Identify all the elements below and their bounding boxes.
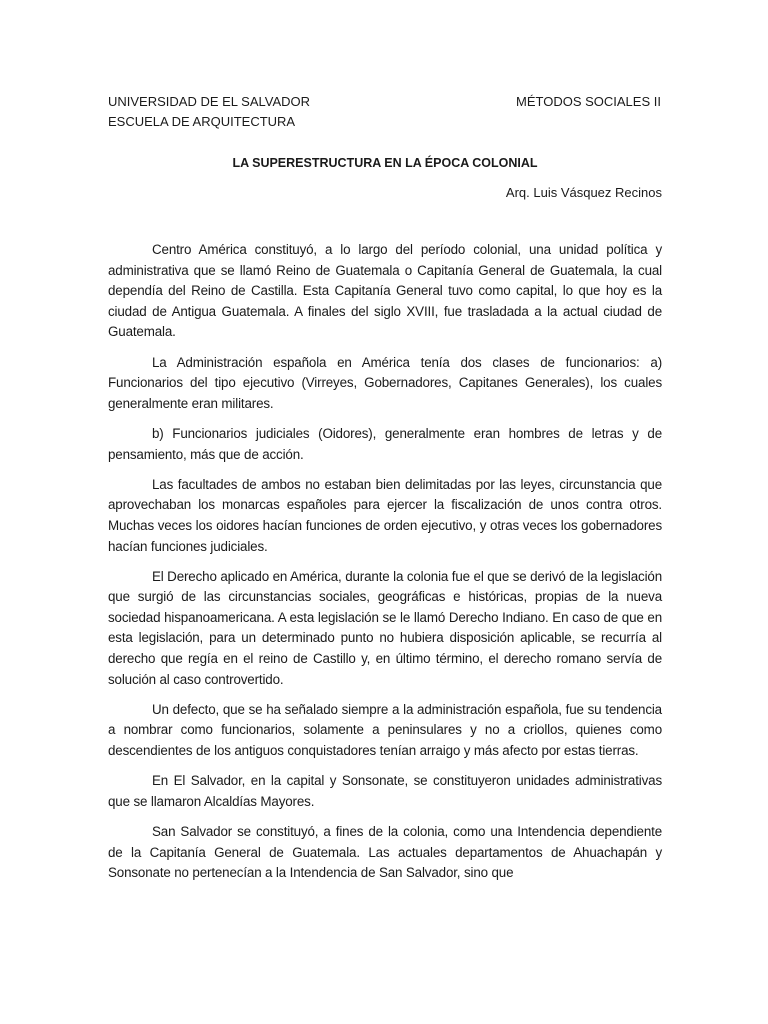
school-name: ESCUELA DE ARQUITECTURA (108, 114, 296, 129)
paragraph: b) Funcionarios judiciales (Oidores), generalmente eran hombres de letras y de pensamiento, más que de acción. (108, 425, 662, 462)
institution-block (108, 92, 310, 132)
paragraph: Las facultades de ambos no estaban bien delimitadas por las leyes, circunstancia que aprovechaban los monarcas españoles para ejercer la fiscalización de unos contra otros. Muchas veces los oidores hacían funciones de orden ejecutivo, y otras veces los gobernadores hacían funciones judiciales. (108, 476, 662, 554)
document-header (108, 92, 662, 132)
paragraph: Un defecto, que se ha señalado siempre a la administración española, fue su tendencia a nombrar como funcionarios, solamente a peninsulares y no a criollos, quienes como descendientes de los antiguos conquistadores tenían arraigo y más afecto por estas tierras. (108, 701, 662, 759)
paragraph: La Administración española en América tenía dos clases de funcionarios: a) Funcionarios del tipo ejecutivo (Virreyes, Gobernadores, Capitanes Generales), los cuales generalmente eran militares. (108, 354, 662, 411)
document-title: LA SUPERESTRUCTURA EN LA ÉPOCA COLONIAL (232, 156, 538, 170)
paragraph: San Salvador se constituyó, a fines de la colonia, como una Intendencia dependiente de la Capitanía General de Guatemala. Las actuales departamentos de Ahuachapán y Sonsonate no pertenecían a la Intendencia de San Salvador, sino que (108, 824, 662, 881)
document-body (108, 240, 662, 884)
course-name: MÉTODOS SOCIALES II (516, 94, 661, 109)
paragraph: En El Salvador, en la capital y Sonsonate, se constituyeron unidades administrativas que se llamaron Alcaldías Mayores. (108, 773, 662, 809)
document-page (108, 92, 662, 893)
university-name: UNIVERSIDAD DE EL SALVADOR (108, 94, 311, 109)
paragraph: El Derecho aplicado en América, durante la colonia fue el que se derivó de la legislación que surgió de las circunstancias sociales, geográficas e históricas, propias de la nueva sociedad hispanoamericana. A esta legislación se le llamó Derecho Indiano. En caso de que en esta legislación, para un determinado punto no hubiera disposición aplicable, se recurría al derecho que regía en el reino de Castillo y, en último término, el derecho romano servía de solución al caso controvertido. (108, 568, 662, 687)
document-author: Arq. Luis Vásquez Recinos (505, 185, 662, 200)
paragraph: Centro América constituyó, a lo largo del período colonial, una unidad política y administrativa que se llamó Reino de Guatemala o Capitanía General de Guatemala, la cual dependía del Reino de Castilla. Esta Capitanía General tuvo como capital, lo que hoy es la ciudad de Antigua Guatemala. A finales del siglo XVIII, fue trasladada a la actual ciudad de Guatemala. (108, 242, 662, 340)
